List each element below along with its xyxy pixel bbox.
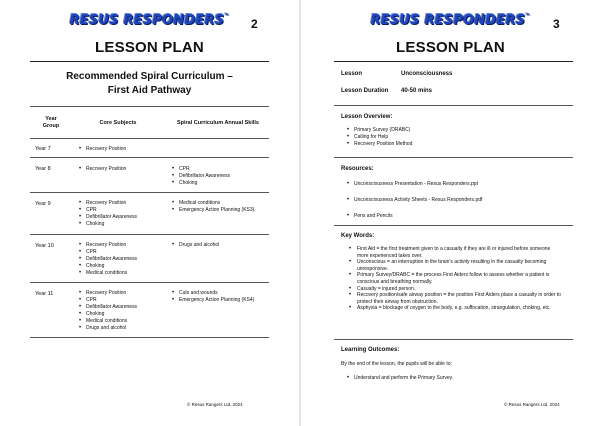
list-item: • CPR bbox=[79, 249, 137, 256]
list-item: • First Aid = the first treatment given to a casualty if they are ill or injured before someone more experienced takes over. bbox=[347, 246, 563, 259]
outcomes-list bbox=[347, 375, 453, 382]
column-header-core: Core Subjects bbox=[99, 120, 137, 126]
list-item: • Defibrillator Awareness bbox=[79, 214, 137, 221]
list-item: • CPR bbox=[79, 297, 137, 304]
list-item: • Emergency Action Planning (KS3) bbox=[172, 207, 254, 214]
list-item: • Cuts and wounds bbox=[172, 290, 254, 297]
list-item: • Defibrillator Awareness bbox=[79, 304, 137, 311]
section-divider bbox=[334, 225, 573, 226]
list-item: • Recovery Position bbox=[79, 200, 137, 207]
table-row-year: Year 11 bbox=[35, 291, 54, 297]
table-divider bbox=[30, 192, 269, 193]
table-row-year: Year 10 bbox=[35, 243, 54, 249]
spiral-skills-list bbox=[172, 200, 254, 214]
table-row-year: Year 8 bbox=[35, 166, 51, 172]
list-item: • CPR bbox=[79, 207, 137, 214]
list-item: • Calling for Help bbox=[347, 134, 412, 141]
list-item: • Defibrillator Awareness bbox=[79, 256, 137, 263]
lesson-label: Lesson bbox=[341, 71, 363, 77]
list-item: • Choking bbox=[79, 221, 137, 228]
page-title: LESSON PLAN bbox=[396, 39, 505, 56]
page-3 bbox=[301, 0, 600, 426]
page-number: 2 bbox=[251, 17, 258, 31]
list-item: • Unconsciousness Activity Sheets - Resus Responders.pdf bbox=[347, 197, 482, 204]
brand-logo: RESUS RESPONDERS™ bbox=[370, 13, 531, 28]
table-divider bbox=[30, 282, 269, 283]
list-item: • Recovery Position bbox=[79, 146, 126, 153]
list-item: • Unconsciousness Presentation - Resus Responders.ppt bbox=[347, 181, 482, 188]
list-item: • Recovery Position bbox=[79, 242, 137, 249]
list-item: • Primary Survey/DRABC = the process First Aiders follow to assess whether a patient is conscious and breathing normally. bbox=[347, 272, 563, 285]
table-divider bbox=[30, 138, 269, 139]
section-divider bbox=[334, 157, 573, 158]
section-divider bbox=[334, 105, 573, 106]
title-divider bbox=[30, 61, 269, 62]
page-number: 3 bbox=[553, 17, 560, 31]
spiral-skills-list bbox=[172, 242, 219, 249]
overview-list bbox=[347, 127, 412, 148]
list-item: • CPR bbox=[172, 166, 230, 173]
spiral-skills-list bbox=[172, 166, 230, 187]
resources-heading: Resources: bbox=[341, 166, 374, 172]
list-item: • Asphyxia = blockage of oxygen to the body, e.g. suffocation, strangulation, choking, etc. bbox=[347, 305, 563, 312]
list-item: • Recovery position/safe airway position = the position First Aiders place a casualty in order to protect their airway from obstruction. bbox=[347, 292, 563, 305]
copyright-footer: © Resus Rangers Ltd. 2024 bbox=[187, 402, 243, 407]
table-row-year: Year 7 bbox=[35, 146, 51, 152]
core-subjects-list bbox=[79, 166, 126, 173]
list-item: • Pens and Pencils bbox=[347, 213, 482, 220]
keywords-heading: Key Words: bbox=[341, 233, 375, 239]
list-item: • Emergency Action Planning (KS4) bbox=[172, 297, 254, 304]
spiral-skills-list bbox=[172, 290, 254, 304]
list-item: • Casualty = injured person. bbox=[347, 286, 563, 293]
list-item: • Medical conditions bbox=[172, 200, 254, 207]
overview-heading: Lesson Overview: bbox=[341, 114, 393, 120]
table-divider bbox=[30, 337, 269, 338]
page-title: LESSON PLAN bbox=[95, 39, 204, 56]
list-item: • Recovery Position bbox=[79, 166, 126, 173]
core-subjects-list bbox=[79, 242, 137, 277]
core-subjects-list bbox=[79, 146, 126, 153]
list-item: • Recovery Position bbox=[79, 290, 137, 297]
curriculum-subtitle: Recommended Spiral Curriculum – First Aid Pathway bbox=[66, 71, 233, 96]
list-item: • Defibrillator Awareness bbox=[172, 173, 230, 180]
core-subjects-list bbox=[79, 290, 137, 332]
list-item: • Choking bbox=[79, 311, 137, 318]
duration-label: Lesson Duration bbox=[341, 88, 389, 94]
title-divider bbox=[334, 61, 573, 62]
outcomes-heading: Learning Outcomes: bbox=[341, 347, 400, 353]
table-row-year: Year 9 bbox=[35, 201, 51, 207]
list-item: • Understand and perform the Primary Survey. bbox=[347, 375, 453, 382]
table-divider bbox=[30, 157, 269, 158]
column-header-year: Year Group bbox=[42, 116, 60, 129]
copyright-footer: © Resus Rangers Ltd. 2024 bbox=[504, 402, 560, 407]
outcomes-intro: By the end of the lesson, the pupils will be able to: bbox=[341, 361, 452, 367]
list-item: • Drugs and alcohol bbox=[79, 325, 137, 332]
list-item: • Medical conditions bbox=[79, 270, 137, 277]
list-item: • Recovery Position Method bbox=[347, 141, 412, 148]
list-item: • Primary Survey (DRABC) bbox=[347, 127, 412, 134]
brand-logo: RESUS RESPONDERS™ bbox=[69, 13, 230, 28]
list-item: • Choking bbox=[172, 180, 230, 187]
list-item: • Unconscious = an interruption in the brain's activity resulting in the casualty becoming unresponsive. bbox=[347, 259, 563, 272]
list-item: • Medical conditions bbox=[79, 318, 137, 325]
lesson-value: Unconsciousness bbox=[401, 71, 453, 77]
column-header-spiral: Spiral Curriculum Annual Skills bbox=[176, 120, 259, 126]
page-2 bbox=[0, 0, 299, 426]
core-subjects-list bbox=[79, 200, 137, 228]
resources-list bbox=[347, 181, 482, 220]
section-divider bbox=[334, 339, 573, 340]
subtitle-divider bbox=[30, 106, 269, 107]
list-item: • Choking bbox=[79, 263, 137, 270]
table-divider bbox=[30, 234, 269, 235]
list-item: • Drugs and alcohol bbox=[172, 242, 219, 249]
keywords-list bbox=[347, 246, 563, 312]
duration-value: 40-50 mins bbox=[401, 88, 433, 94]
